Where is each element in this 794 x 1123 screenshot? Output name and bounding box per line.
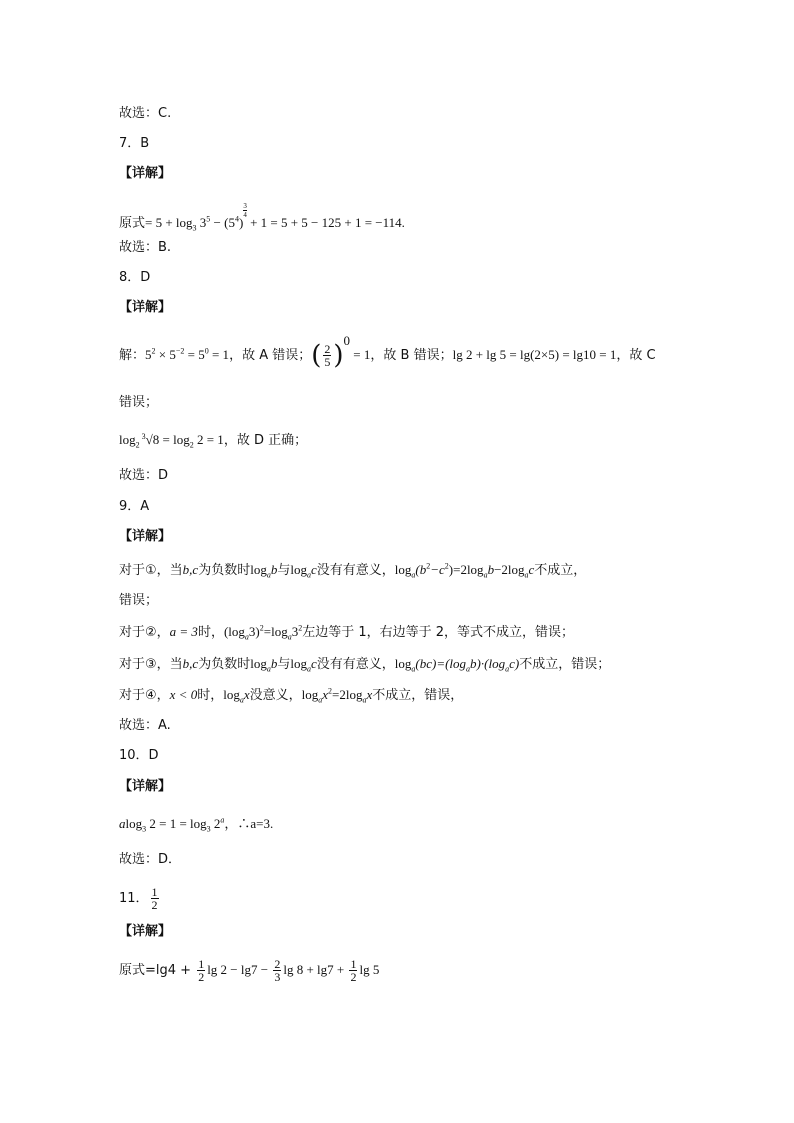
solution-9-item-3: 对于③，当b,c为负数时$\log_ab$与$\log_ac$没有有意义，$\log_a(bc)=(\log_ab)\cdot(\log_ac)$不成立，错误； [119,656,611,674]
answer-a-line: 故选：A. [119,718,171,733]
error-line-9: 错误； [119,593,159,608]
answer-c-line: 故选：C. [119,106,172,121]
answer-d-line: 故选：D [119,468,169,483]
solution-11-formula: 原式=lg4 + $\frac{1}{2}$ lg 2 − lg7 − $\frac{2}{3}$ lg 8 + lg7 + $\frac{1}{2}$ lg 5 [119,957,380,984]
solution-10-formula: alog$_3$ $2 = 1 = \log_3 2^a$，∴a=3. [119,815,274,834]
solution-9-item-1: 对于①，当b,c为负数时$\log_ab$与$\log_ac$没有有意义，$\log_a(b^2-c^2)=2\log_ab-2\log_ac$不成立， [119,561,587,580]
question-9-answer: 9．A [119,499,150,514]
question-11-answer: 11． $\frac{1}{2}$ [119,885,158,912]
detail-heading-11: 【详解】 [119,924,172,939]
answer-b-line: 故选：B. [119,240,172,255]
solution-8-line: 解：$5^2 \times 5^{-2} = 5^0 = 1$，故 A 错误；( $\frac{2}{5}$ )$^0$ = 1，故 B 错误；lg 2 + lg 5 = lg(2×5) = lg10 = 1，故 C [119,333,656,371]
detail-heading-7: 【详解】 [119,166,172,181]
question-10-answer: 10．D [119,748,159,763]
solution-7-formula: 原式= $5 + \log_3 3^5 - (5^4)$ $^{\frac{3}{4}}$ + 1 = 5 + 5 − 125 + 1 = −114. [119,202,405,233]
solution-8-d-line: $\log_2^3√8 = \log_2 2 = 1$，故 D 正确； [119,431,308,450]
detail-heading-9: 【详解】 [119,529,172,544]
detail-heading-8: 【详解】 [119,300,172,315]
question-7-answer: 7．B [119,136,150,151]
solution-9-item-2: 对于②，a = 3时，$(\log_a3)^2=\log_a3^2$左边等于 1，右边等于 2，等式不成立，错误； [119,623,575,642]
solution-9-item-4: 对于④，x < 0时，$\log_ax$没意义，$\log_ax^2=2\log_ax$不成立，错误， [119,686,464,705]
answer-d-line-2: 故选：D． [119,852,182,867]
detail-heading-10: 【详解】 [119,779,172,794]
error-continuation: 错误； [119,395,159,410]
question-8-answer: 8．D [119,270,151,285]
